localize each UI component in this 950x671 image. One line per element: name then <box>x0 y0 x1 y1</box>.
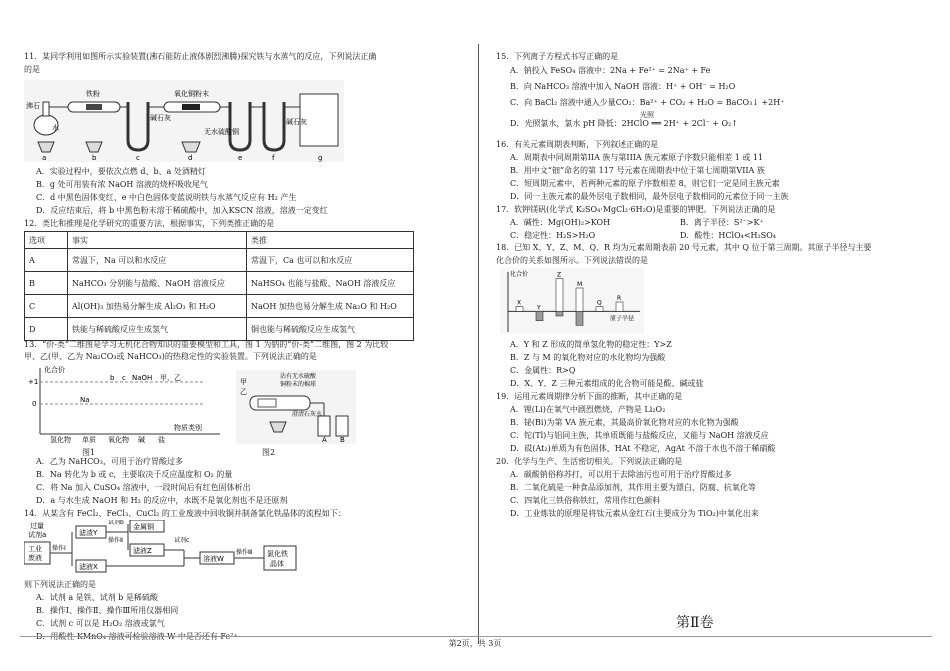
q18-stem-line2: 化合价的关系如图所示。下列说法错误的是 <box>496 256 648 265</box>
q12-row-a-label: A <box>25 249 68 272</box>
q12-row-a-fact: 常温下，Na 可以和水反应 <box>68 249 247 272</box>
q17-option-d: D．酸性：HClO₄<H₂SO₄ <box>680 231 776 240</box>
q14-stem: 14．从某含有 FeCl₂、FeCl₃、CuCl₂ 的工业废液中回收铜并制备氯化铁晶体的流程如下： <box>24 509 346 518</box>
q12-header-fact: 事实 <box>68 232 247 249</box>
q16-option-a: A．周期表中同周期第IIA 族与第IIIA 族元素原子序数只能相差 1 或 11 <box>510 153 764 162</box>
part-two-heading: 第Ⅱ卷 <box>676 615 714 631</box>
q12-row-b-fact: NaHCO₃ 分别能与盐酸、NaOH 溶液反应 <box>68 272 247 295</box>
q11-label-iron-powder: 铁粉 <box>86 90 100 98</box>
q13-fig2-label-jia: 甲 <box>240 378 247 386</box>
q18-bar-label-q: Q <box>597 299 602 307</box>
q14-waste-line2: 废液 <box>28 554 42 562</box>
q18-option-d: D．X、Y、Z 三种元素组成的化合物可能是酸、碱或盐 <box>510 379 704 388</box>
q14-reagent-a-line2: 试剂a <box>28 531 47 539</box>
q14-reagent-a-line1: 过量 <box>30 522 44 530</box>
q11-label-boiling-stone: 沸石 <box>26 102 40 110</box>
q13-fig2-apparatus <box>236 370 356 444</box>
q13-fig1-cat-element: 单质 <box>82 436 96 444</box>
q14-option-c: C．试剂 c 可以是 H₂O₂ 溶液或氯气 <box>36 619 165 628</box>
q14-solution-w: 溶液W <box>203 555 224 563</box>
q17-stem: 17．软钾镁矾(化学式 K₂SO₄·MgCl₂·6H₂O)是重要的钾肥。下列说法正确的是 <box>496 205 776 214</box>
q12-row-a-analogy: 常温下，Ca 也可以和水反应 <box>247 249 414 272</box>
q18-bar-m-negative <box>576 311 583 325</box>
q14-copper: 金属铜 <box>133 523 154 531</box>
q15-option-b: B．向 NaHCO₃ 溶液中加入 NaOH 溶液：H⁺ + OH⁻ = H₂O <box>510 82 736 91</box>
q14-reagent-c: 试剂c <box>174 537 190 544</box>
q12-stem: 12．类比和推理是化学研究的重要方法，根据事实，下列类推正确的是 <box>24 219 275 228</box>
q11-label-e: e <box>238 154 243 162</box>
q18-option-c: C．金属性：R>Q <box>510 366 576 375</box>
q11-option-b: B．g 处可用装有浓 NaOH 溶液的烧杯吸收尾气 <box>36 180 208 189</box>
q19-option-b: B．铋(Bi)为第 VA 族元素，其最高价氧化物对应的水化物为强酸 <box>510 418 739 427</box>
q16-option-d: D．同一主族元素的最外层电子数相同，最外层电子数相同的元素位于同一主族 <box>510 192 789 201</box>
q12-header-analogy: 类推 <box>247 232 414 249</box>
q13-fig1-cat-base: 碱 <box>138 436 145 444</box>
q16-option-c: C．短周期元素中，若两种元素的原子序数相差 8，则它们一定是同主族元素 <box>510 179 780 188</box>
q11-label-g: g <box>318 154 323 162</box>
q11-label-b: b <box>92 154 97 162</box>
q18-bar-z-negative <box>556 311 563 316</box>
q12-row-c-label: C <box>25 295 68 318</box>
page-footer: 第2页，共 3页 <box>448 639 502 648</box>
q11-label-c: c <box>136 154 140 162</box>
q13-fig1-point-naoh: NaOH <box>132 374 153 382</box>
q12-row-b-analogy: NaHSO₄ 也能与盐酸、NaOH 溶液反应 <box>247 272 414 295</box>
table-row <box>25 318 414 341</box>
q18-bar-y-negative <box>536 311 543 320</box>
q12-row-d-fact: 铁能与稀硫酸反应生成氢气 <box>68 318 247 341</box>
q13-fig1-point-b: b <box>110 374 115 382</box>
q11-label-soda-lime-1: 碱石灰 <box>150 114 171 122</box>
q14-reagent-b: 试剂b <box>108 520 124 526</box>
q13-option-d: D．a 与水生成 NaOH 和 H₂ 的反应中，水既不是氧化剂也不是还原剂 <box>36 496 288 505</box>
q13-stem-line1: 13．“价-类”二维图是学习无机化合物知识的重要模型和工具，图 1 为钠的“价-类”二维图，图 2 为比较 <box>24 340 389 349</box>
q20-option-d: D．工业炼钛的原理是将钛元素从金红石(主要成分为 TiO₂)中氧化出来 <box>510 509 759 518</box>
q18-chart-xlabel: 原子半径 <box>610 315 635 323</box>
q15-stem: 15．下列离子方程式书写正确的是 <box>496 52 619 61</box>
q11-label-a: a <box>42 154 47 162</box>
q18-radius-valence-chart <box>500 268 644 334</box>
q18-bar-label-y: Y <box>537 304 541 312</box>
q13-fig1-ylabel: 化合价 <box>44 366 65 374</box>
q14-product-line2: 晶体 <box>270 560 284 568</box>
q13-fig1-ytick-0: 0 <box>32 400 37 408</box>
q14-filtrate-x: 滤液X <box>79 563 98 571</box>
q16-option-b: B．用中文“钿”命名的第 117 号元素在周期表中位于第七周期第VIIA 族 <box>510 166 765 175</box>
q14-filtrate-y: 滤渣Y <box>79 529 98 537</box>
q14-waste-line1: 工业 <box>28 545 42 553</box>
q14-lead: 则下列说法正确的是 <box>24 580 96 589</box>
q18-bar-m-positive <box>576 288 583 311</box>
q20-option-b: B．二氧化硫是一种食品添加剂，其作用主要为漂白、防腐、抗氧化等 <box>510 483 756 492</box>
q12-table-header <box>25 232 414 249</box>
table-row <box>25 272 414 295</box>
q11-stem-line2: 的是 <box>24 65 40 74</box>
q13-fig1-point-na: Na <box>80 396 90 404</box>
q15-option-a: A．钠投入 FeSO₄ 溶液中：2Na + Fe²⁺ = 2Na⁺ + Fe <box>510 66 711 75</box>
q18-option-a: A．Y 和 Z 形成的简单氢化物的稳定性：Y>Z <box>510 340 672 349</box>
q17-option-a: A．碱性：Mg(OH)₂>KOH <box>510 218 611 227</box>
q14-filtrate-z: 滤液Z <box>133 547 152 555</box>
q12-row-d-analogy: 铜也能与稀硫酸反应生成氢气 <box>247 318 414 341</box>
q19-stem: 19．运用元素周期律分析下面的推断，其中正确的是 <box>496 392 683 401</box>
q13-fig1-point-c: c <box>122 374 126 382</box>
q19-option-c: C．铊(Tl)与铝同主族，其单质既能与盐酸反应，又能与 NaOH 溶液反应 <box>510 431 769 440</box>
q14-product-line1: 氯化铁 <box>267 550 288 558</box>
q12-row-c-fact: Al(OH)₃ 加热易分解生成 Al₂O₃ 和 H₂O <box>68 295 247 318</box>
q18-bar-label-m: M <box>577 281 583 288</box>
q13-fig2-label-cotton1: 沾有无水硫酸 <box>280 373 317 380</box>
q17-option-c: C．稳定性：H₂S>H₂O <box>510 231 596 240</box>
q18-option-b: B．Z 与 M 的氧化物对应的水化物均为强酸 <box>510 353 666 362</box>
q18-bar-label-r: R <box>617 295 622 302</box>
q18-chart-ylabel: 化合价 <box>510 271 529 278</box>
q20-option-c: C．四氧化三铁俗称铁红，常用作红色颜料 <box>510 496 661 505</box>
q13-fig2-label-limewater: 澄清石灰水 <box>292 411 323 418</box>
q13-fig2-caption: 图2 <box>262 448 276 457</box>
q18-bar-z-positive <box>556 279 563 312</box>
q12-header-option: 选项 <box>25 232 68 249</box>
q13-stem-line2: 甲、乙(甲、乙为 Na₂CO₃或 NaHCO₃)的热稳定性的实验装置。下列说法正确的是 <box>24 352 317 361</box>
q18-bar-x-positive <box>516 307 523 312</box>
q18-bar-label-z: Z <box>557 271 562 279</box>
q11-label-f: f <box>272 154 275 162</box>
table-row <box>25 249 414 272</box>
q13-fig2-label-yi: 乙 <box>240 388 247 396</box>
q12-row-c-analogy: NaOH 加热也易分解生成 Na₂O 和 H₂O <box>247 295 414 318</box>
q18-bar-r-positive <box>616 302 623 311</box>
table-row <box>25 295 414 318</box>
q16-stem: 16．有关元素周期表判断，下列叙述正确的是 <box>496 140 659 149</box>
q14-option-b: B．操作Ⅰ、操作Ⅱ、操作Ⅲ所用仪器相同 <box>36 606 179 615</box>
q11-option-a: A．实验过程中，要依次点燃 d、b、a 处酒精灯 <box>36 167 206 176</box>
q18-stem-line1: 18．已知 X、Y、Z、M、Q、R 均为元素周期表前 20 号元素，其中 Q 位于第三周期。其原子半径与主要 <box>496 243 872 252</box>
q17-option-b: B．离子半径：S²⁻>K⁺ <box>680 218 764 227</box>
q11-option-c: C．d 中黑色固体变红、e 中白色固体变蓝说明铁与水蒸气反应有 H₂ 产生 <box>36 193 297 202</box>
column-divider <box>478 44 479 644</box>
q13-fig2-label-b: B <box>340 436 345 444</box>
q12-row-d-label: D <box>25 318 68 341</box>
q13-fig1-caption: 图1 <box>82 448 96 457</box>
q18-bar-q-positive <box>596 307 603 312</box>
q11-apparatus-figure <box>24 80 344 162</box>
q13-fig1-point-jia-yi: 甲、乙 <box>160 374 181 382</box>
q11-stem-line1: 11．某同学利用如图所示实验装置(沸石能防止液体剧烈沸腾)探究铁与水蒸气的反应，下列说法正确 <box>24 52 377 61</box>
q13-fig1-cat-salt: 盐 <box>158 436 165 444</box>
q11-option-d: D．反应结束后，将 b 中黑色粉末溶于稀硫酸中，加入KSCN 溶液，溶液一定变红 <box>36 206 328 215</box>
q19-option-a: A．锂(Li)在氧气中剧烈燃烧，产物是 Li₂O₂ <box>510 405 666 414</box>
q13-fig1-cat-hydride: 氢化物 <box>50 436 71 444</box>
q13-option-b: B．Na 转化为 b 或 c，主要取决于反应温度和 O₂ 的量 <box>36 470 233 479</box>
q11-label-anhydrous-cuso4: 无水硫酸铜 <box>204 128 239 136</box>
q13-option-a: A．乙为 NaHCO₃，可用于治疗胃酸过多 <box>36 457 183 466</box>
q13-option-c: C．将 Na 加入 CuSO₄ 溶液中，一段时间后有红色固体析出 <box>36 483 251 492</box>
footer-rule <box>20 636 932 637</box>
q13-fig2-label-cotton2: 铜粉末的棉球 <box>280 381 317 388</box>
q14-flowchart <box>24 520 324 576</box>
q14-op3-label: 操作Ⅲ <box>236 549 253 556</box>
q18-bar-label-x: X <box>517 299 522 307</box>
q14-option-d: D．用酸性 KMnO₄ 溶液可检验溶液 W 中是否还有 Fe²⁺ <box>36 632 238 641</box>
q11-label-soda-lime-2: 碱石灰 <box>286 118 307 126</box>
q13-fig1-xlabel: 物质类别 <box>174 424 202 432</box>
q11-label-water: 水 <box>52 124 59 132</box>
q12-table <box>24 231 414 341</box>
q14-op2-label: 操作Ⅱ <box>108 537 123 544</box>
q11-label-d: d <box>188 154 193 162</box>
q20-option-a: A．碳酸钠俗称苏打，可以用于去除油污也可用于治疗胃酸过多 <box>510 470 732 479</box>
q14-op1-label: 操作Ⅰ <box>52 545 66 552</box>
q12-row-b-label: B <box>25 272 68 295</box>
q13-fig1-valence-class-diagram <box>24 364 224 444</box>
q15-option-d: D．光照氯水，氯水 pH 降低：2HClO ══ 2H⁺ + 2Cl⁻ + O₂↑ <box>510 119 738 128</box>
q13-fig1-cat-oxide: 氧化物 <box>108 436 129 444</box>
q15-option-c: C．向 BaCl₂ 溶液中通入少量CO₂：Ba²⁺ + CO₂ + H₂O = BaCO₃↓ +2H⁺ <box>510 98 785 107</box>
q13-fig2-label-a: A <box>322 436 327 444</box>
q11-label-cuo: 氧化铜粉末 <box>174 90 209 98</box>
q19-option-d: D．砹(At₂)单质为有色固体，HAt 不稳定，AgAt 不溶于水也不溶于稀硝酸 <box>510 444 776 453</box>
q13-fig1-ytick-plus1: +1 <box>28 378 39 386</box>
q20-stem: 20．化学与生产、生活密切相关。下列说法正确的是 <box>496 457 683 466</box>
q15-light-label: 光照 <box>640 111 654 119</box>
q14-option-a: A．试剂 a 是铁、试剂 b 是稀硫酸 <box>36 593 158 602</box>
